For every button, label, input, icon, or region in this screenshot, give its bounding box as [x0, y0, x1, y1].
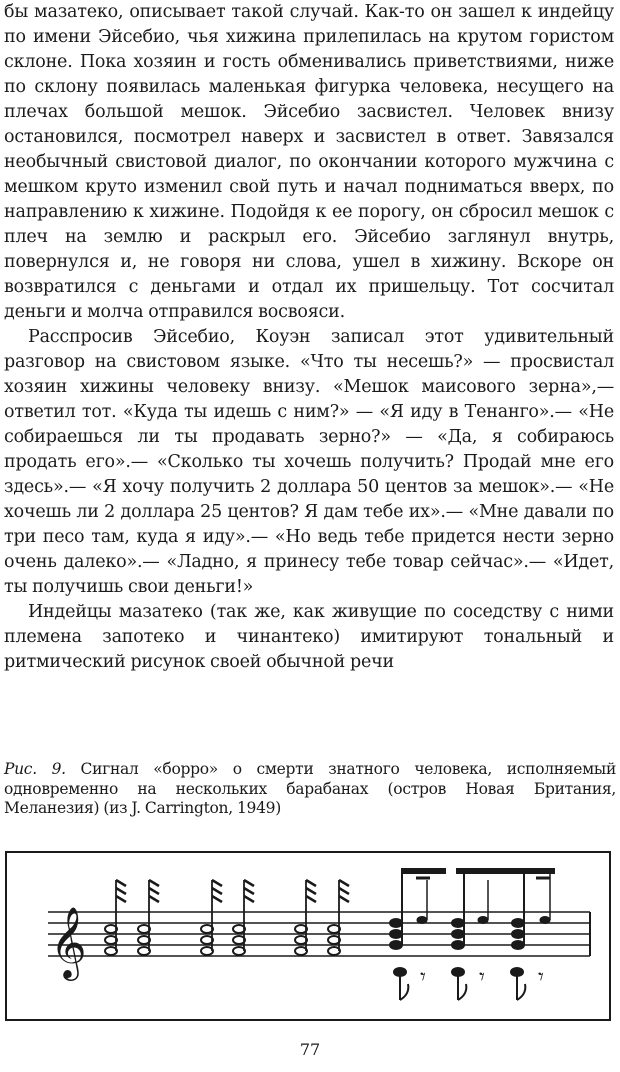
tremolo-chord: [201, 880, 222, 955]
treble-clef-icon: 𝄞: [50, 905, 87, 978]
grace-note: [417, 917, 427, 924]
paragraph-1: бы мазатеко, описывает такой случай. Как-то он зашел к индейцу по имени Эйсебио, чья хижина прилепилась на крутом гористом склоне. Пока хозяин и гость обменивались приветствиями, ниже по склону появилась маленькая фигурка человека, несущего на плечах большой мешок. Эйсебио засвистел. Человек внизу остановился, посмотрел наверх и засвистел в ответ. Завязался необычный свистовой диалог, по окончании которого мужчина с мешком круто изменил свой путь и начал подниматься вверх, по направлению к хижине. Подойдя к ее порогу, он сбросил мешок с плеч на землю и раскрыл его. Эйсебио заглянул внутрь, повернулся и, не говоря ни слова, ушел в хижину. Вскоре он возвратился с деньгами и отдал их пришельцу. Тот сосчитал деньги и молча отправился восвояси.: [4, 2, 614, 322]
tremolo-chord: [295, 880, 316, 955]
staff-lines: [48, 912, 590, 956]
paragraph-2: Расспросив Эйсебио, Коуэн записал этот удивительный разговор на свистовом языке. «Что ты несешь?» — просвистал хозяин хижины человеку внизу. «Мешок маисового зерна»,— ответил тот. «Куда ты идешь с ним?» — «Я иду в Тенанго».— «Не собираешься ли ты продавать зерно?» — «Да, я собираюсь продать его».— «Сколько ты хочешь получить? Продай мне его здесь».— «Я хочу получить 2 доллара 50 центов за мешок».— «Не хочешь ли 2 доллара 25 центов? Я дам тебе их».— «Мне давали по три песо там, куда я иду».— «Но ведь тебе придется нести зерно очень далеко».— «Ладно, я принесу тебе товар сейчас».— «Идет, ты получишь свои деньги!»: [4, 327, 614, 597]
chord-2: [452, 871, 465, 950]
chord-group-1: [105, 880, 159, 955]
figure-caption-text: Сигнал «борро» о смерти знатного человека, исполняемый одновременно на нескольких барабанах (остров Новая Британия, Меланезия) (из J. Carrington, 1949): [4, 760, 616, 817]
figure-label: Рис. 9.: [4, 760, 66, 778]
eighth-rest-icon: 𝄾: [538, 965, 544, 990]
paragraph-3: Индейцы мазатеко (так же, как живущие по соседству с ними племена запотеко и чинантеко) имитируют тональный и ритмический рисунок своей обычной речи: [4, 602, 614, 672]
tremolo-chord: [138, 880, 159, 955]
tremolo-chord: [105, 880, 126, 955]
eighth-rest-icon: 𝄾: [479, 965, 485, 990]
music-notation-figure: [4, 850, 612, 1022]
chord-3: [512, 871, 525, 950]
tremolo-chord: [233, 880, 254, 955]
chord-group-2: [201, 880, 254, 955]
chord-1: [390, 871, 403, 950]
chord-group-3: [295, 880, 349, 955]
eighth-rest-icon: 𝄾: [420, 965, 426, 990]
body-text: [4, 0, 614, 675]
figure-caption: [4, 760, 616, 819]
page-number: 77: [299, 1040, 321, 1059]
beamed-chord-group: [390, 868, 556, 950]
tremolo-chord: [328, 880, 349, 955]
lower-voice: [394, 965, 545, 1000]
music-staff-svg: [4, 850, 612, 1022]
